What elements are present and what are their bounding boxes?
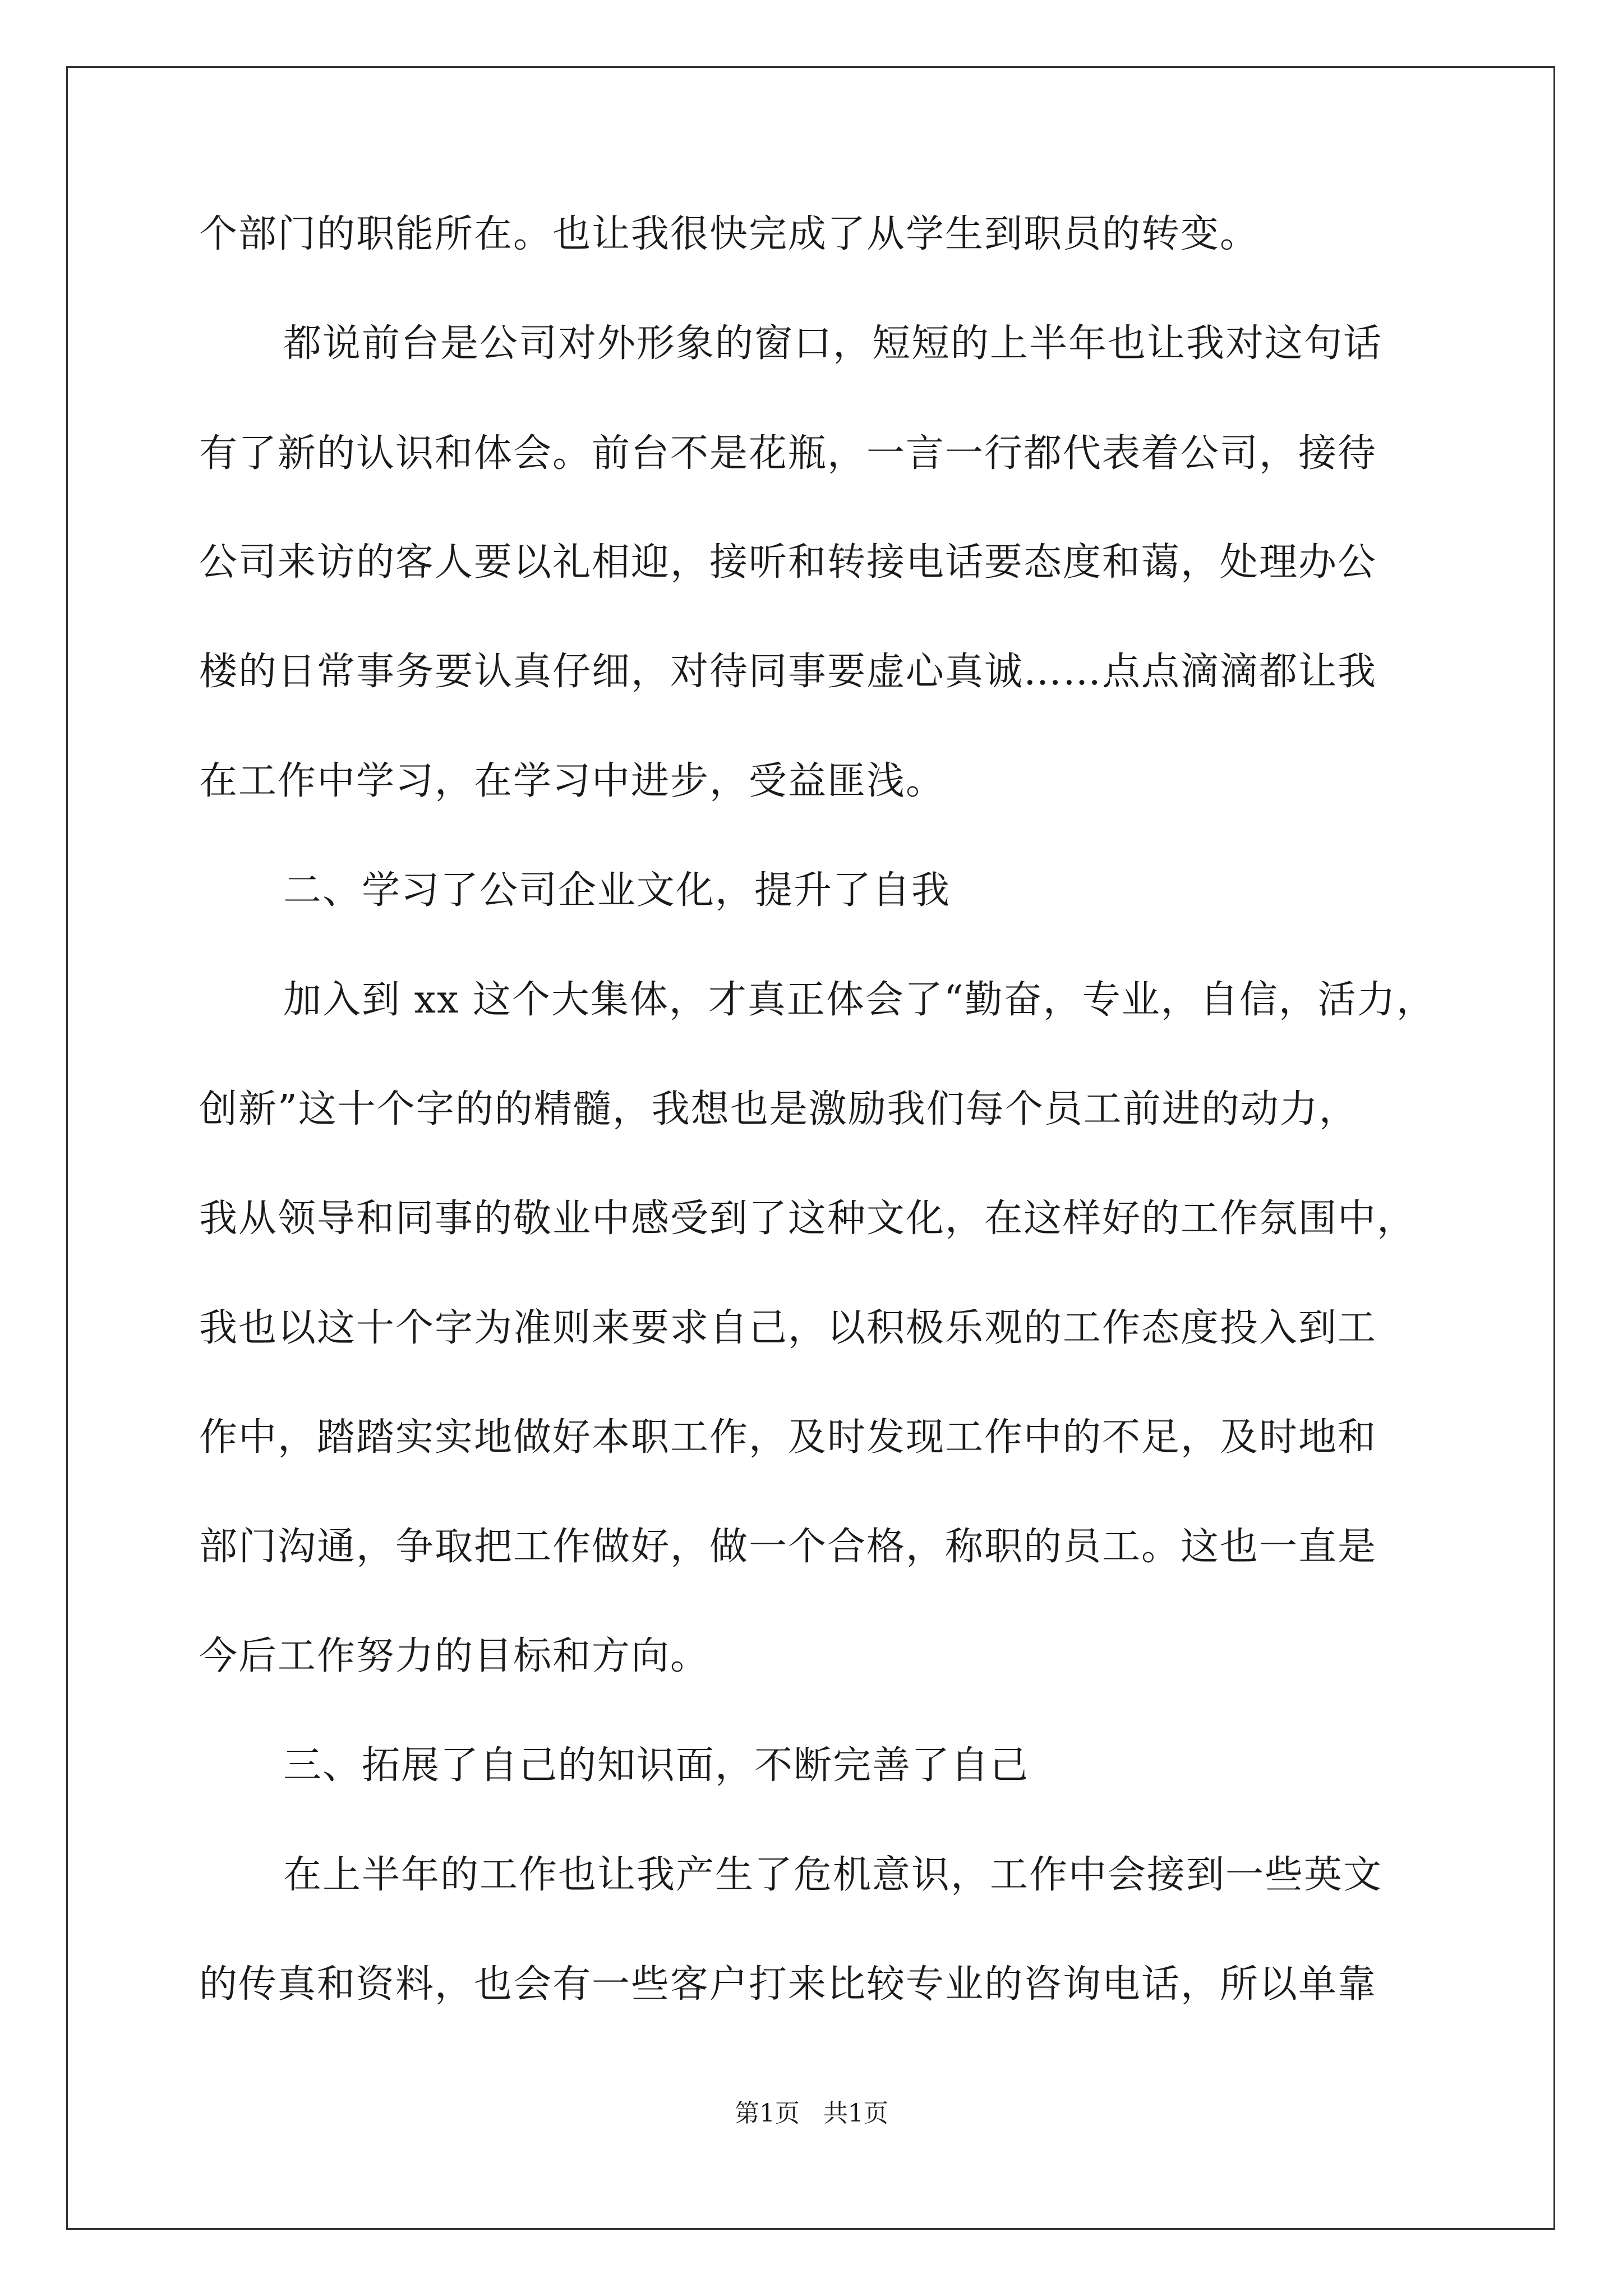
paragraph-line: 的传真和资料，也会有一些客户打来比较专业的咨询电话，所以单靠 [199, 1962, 1377, 2007]
paragraph-line: 个部门的职能所在。也让我很快完成了从学生到职员的转变。 [199, 212, 1260, 256]
paragraph-line: 在工作中学习，在学习中进步，受益匪浅。 [199, 759, 946, 803]
paragraph-line: 作中，踏踏实实地做好本职工作，及时发现工作中的不足，及时地和 [199, 1415, 1377, 1460]
paragraph-line: 楼的日常事务要认真仔细，对待同事要虚心真诚……点点滴滴都让我 [199, 650, 1377, 694]
paragraph-line: 今后工作努力的目标和方向。 [199, 1634, 710, 1678]
paragraph-line: 我也以这十个字为准则来要求自己，以积极乐观的工作态度投入到工 [199, 1306, 1377, 1350]
paragraph-line: 我从领导和同事的敬业中感受到了这种文化，在这样好的工作氛围中， [199, 1197, 1417, 1241]
paragraph-line: 都说前台是公司对外形象的窗口，短短的上半年也让我对这句话 [283, 321, 1383, 366]
section-heading: 三、拓展了自己的知识面，不断完善了自己 [283, 1743, 1030, 1788]
page-border [66, 66, 1555, 2230]
paragraph-line: 在上半年的工作也让我产生了危机意识，工作中会接到一些英文 [283, 1853, 1383, 1897]
paragraph-line: 创新”这十个字的的精髓，我想也是激励我们每个员工前进的动力， [199, 1087, 1358, 1131]
paragraph-line: 加入到 xx 这个大集体，才真正体会了“勤奋，专业，自信，活力， [283, 978, 1436, 1022]
section-heading: 二、学习了公司企业文化，提升了自我 [283, 868, 951, 913]
page-number-footer: 第1页 共1页 [735, 2099, 888, 2128]
paragraph-line: 公司来访的客人要以礼相迎，接听和转接电话要态度和蔼，处理办公 [199, 540, 1377, 585]
paragraph-line: 部门沟通，争取把工作做好，做一个合格，称职的员工。这也一直是 [199, 1525, 1377, 1569]
paragraph-line: 有了新的认识和体会。前台不是花瓶，一言一行都代表着公司，接待 [199, 431, 1377, 476]
